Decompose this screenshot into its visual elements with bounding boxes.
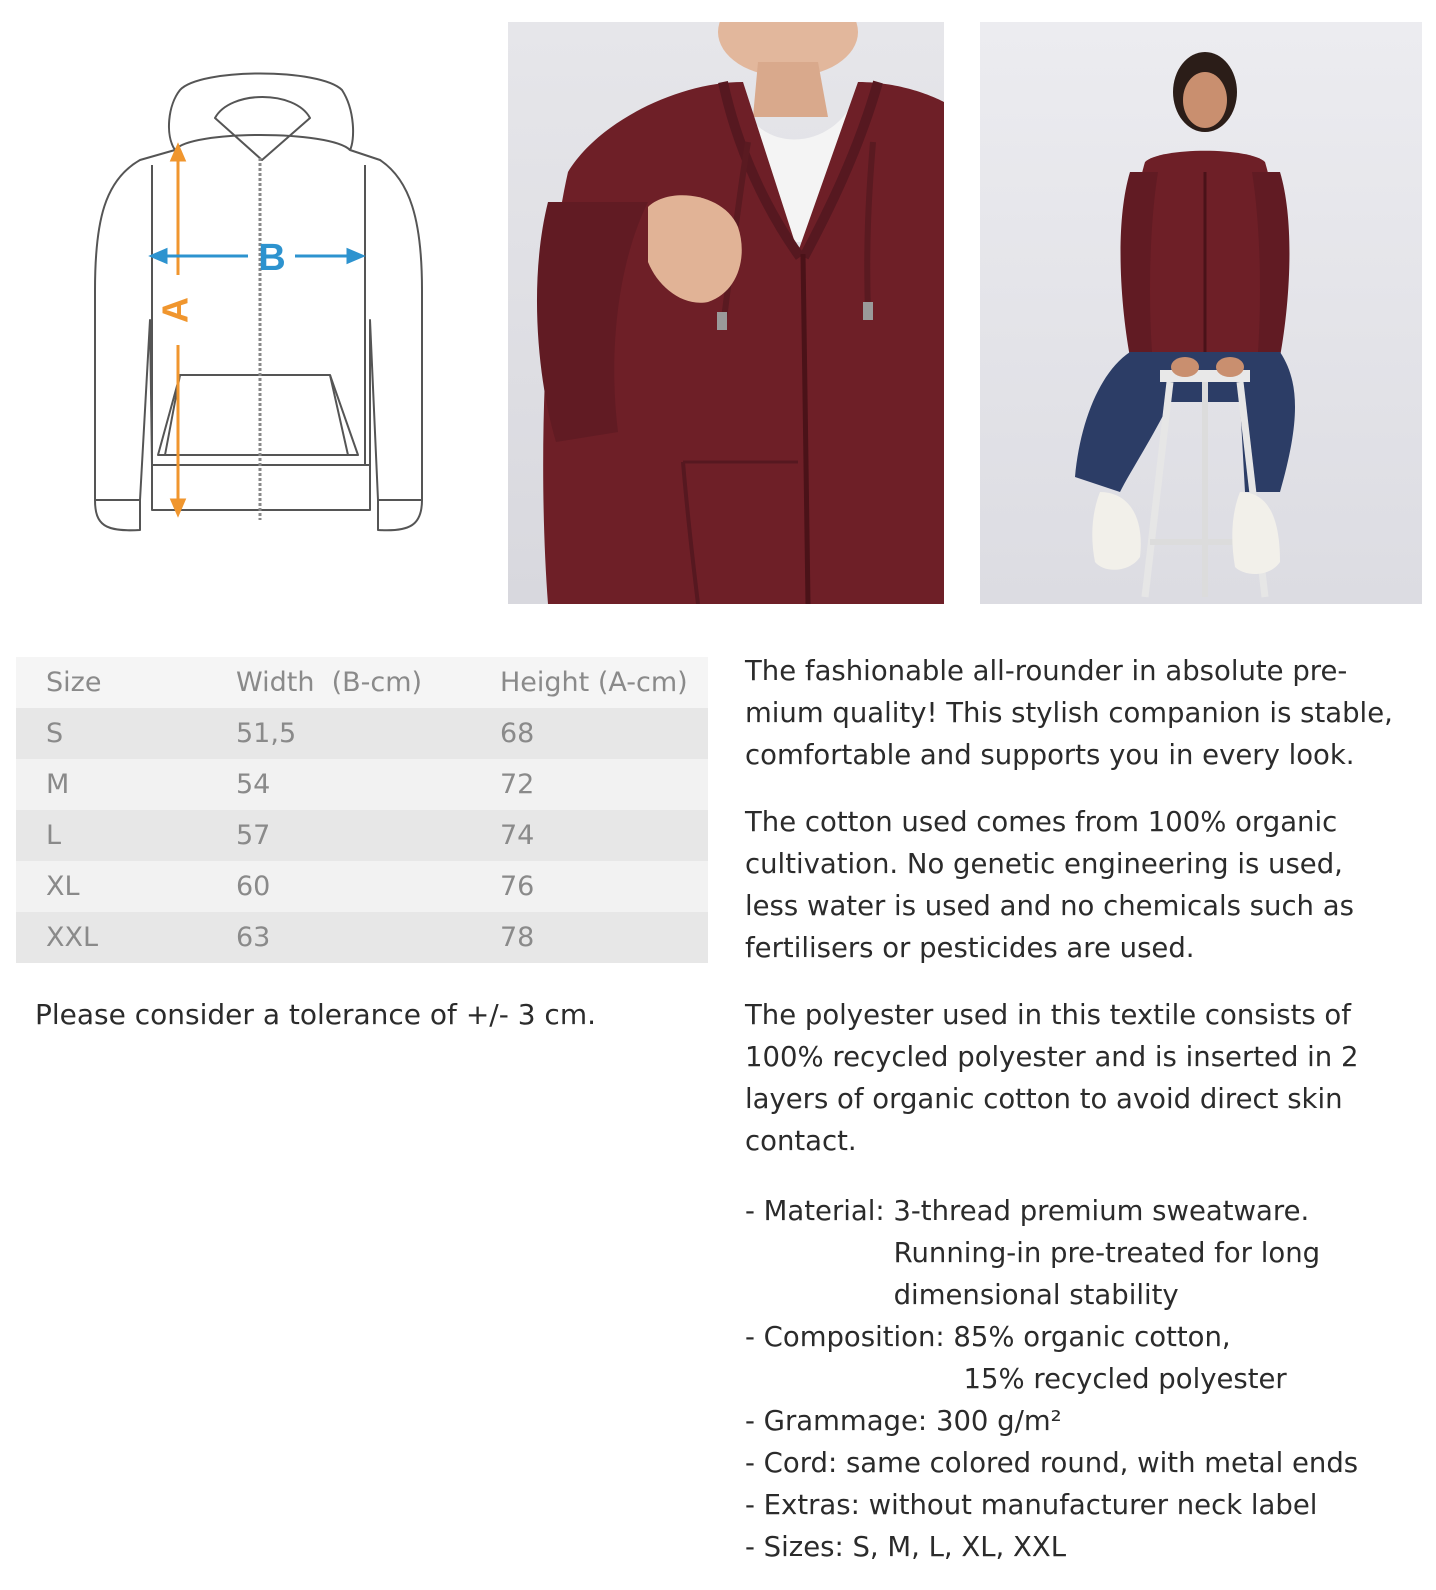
table-row [16,912,708,963]
width-header: Width (B-cm) [236,667,423,698]
spec-list [745,1190,1425,1568]
label-b: B [258,237,286,279]
table-row [16,861,708,912]
size-cell: XXL [46,922,99,953]
spec-cord: - Cord: same colored round, with metal ends [745,1447,1359,1479]
product-description [745,650,1425,1568]
height-cell: 74 [500,820,535,851]
product-photo-closeup [508,22,944,604]
height-cell: 78 [500,922,535,953]
width-cell: 51,5 [236,718,297,749]
width-cell: 57 [236,820,271,851]
size-table [16,657,708,963]
description-paragraph: The cotton used comes from 100% organic cultivation. No genetic engineering is used, less water is used and no chemicals such as fertilisers or pesticides are used. [745,806,1354,964]
spec-composition: - Composition: 85% organic cotton, 15% recycled polyester [745,1321,1287,1395]
size-cell: M [46,769,70,800]
height-cell: 76 [500,871,535,902]
height-header: Height (A-cm) [500,667,688,698]
width-cell: 54 [236,769,271,800]
size-header: Size [46,667,102,698]
description-paragraph: The fashionable all-rounder in absolute pre- mium quality! This stylish companion is stable, comfortable and supports you in every look. [745,655,1393,771]
spec-material: - Material: 3-thread premium sweatware. Running-in pre-treated for long dimensional stability [745,1195,1321,1311]
spec-sizes: - Sizes: S, M, L, XL, XXL [745,1531,1067,1563]
table-row [16,810,708,861]
table-row [16,759,708,810]
width-cell: 63 [236,922,271,953]
width-cell: 60 [236,871,271,902]
hoodie-measurement-sketch [80,70,440,560]
description-paragraph: The polyester used in this textile consists of 100% recycled polyester and is inserted in 2 layers of organic cotton to avoid direct skin contact. [745,999,1359,1157]
spec-extras: - Extras: without manufacturer neck label [745,1489,1318,1521]
size-table-header-row [16,657,708,708]
size-cell: L [46,820,62,851]
size-cell: S [46,718,64,749]
height-cell: 68 [500,718,535,749]
product-photo-model-seated [980,22,1422,604]
table-row [16,708,708,759]
height-cell: 72 [500,769,535,800]
size-cell: XL [46,871,80,902]
spec-grammage: - Grammage: 300 g/m² [745,1405,1062,1437]
tolerance-note: Please consider a tolerance of +/- 3 cm. [35,998,596,1031]
label-a: A [154,297,196,323]
